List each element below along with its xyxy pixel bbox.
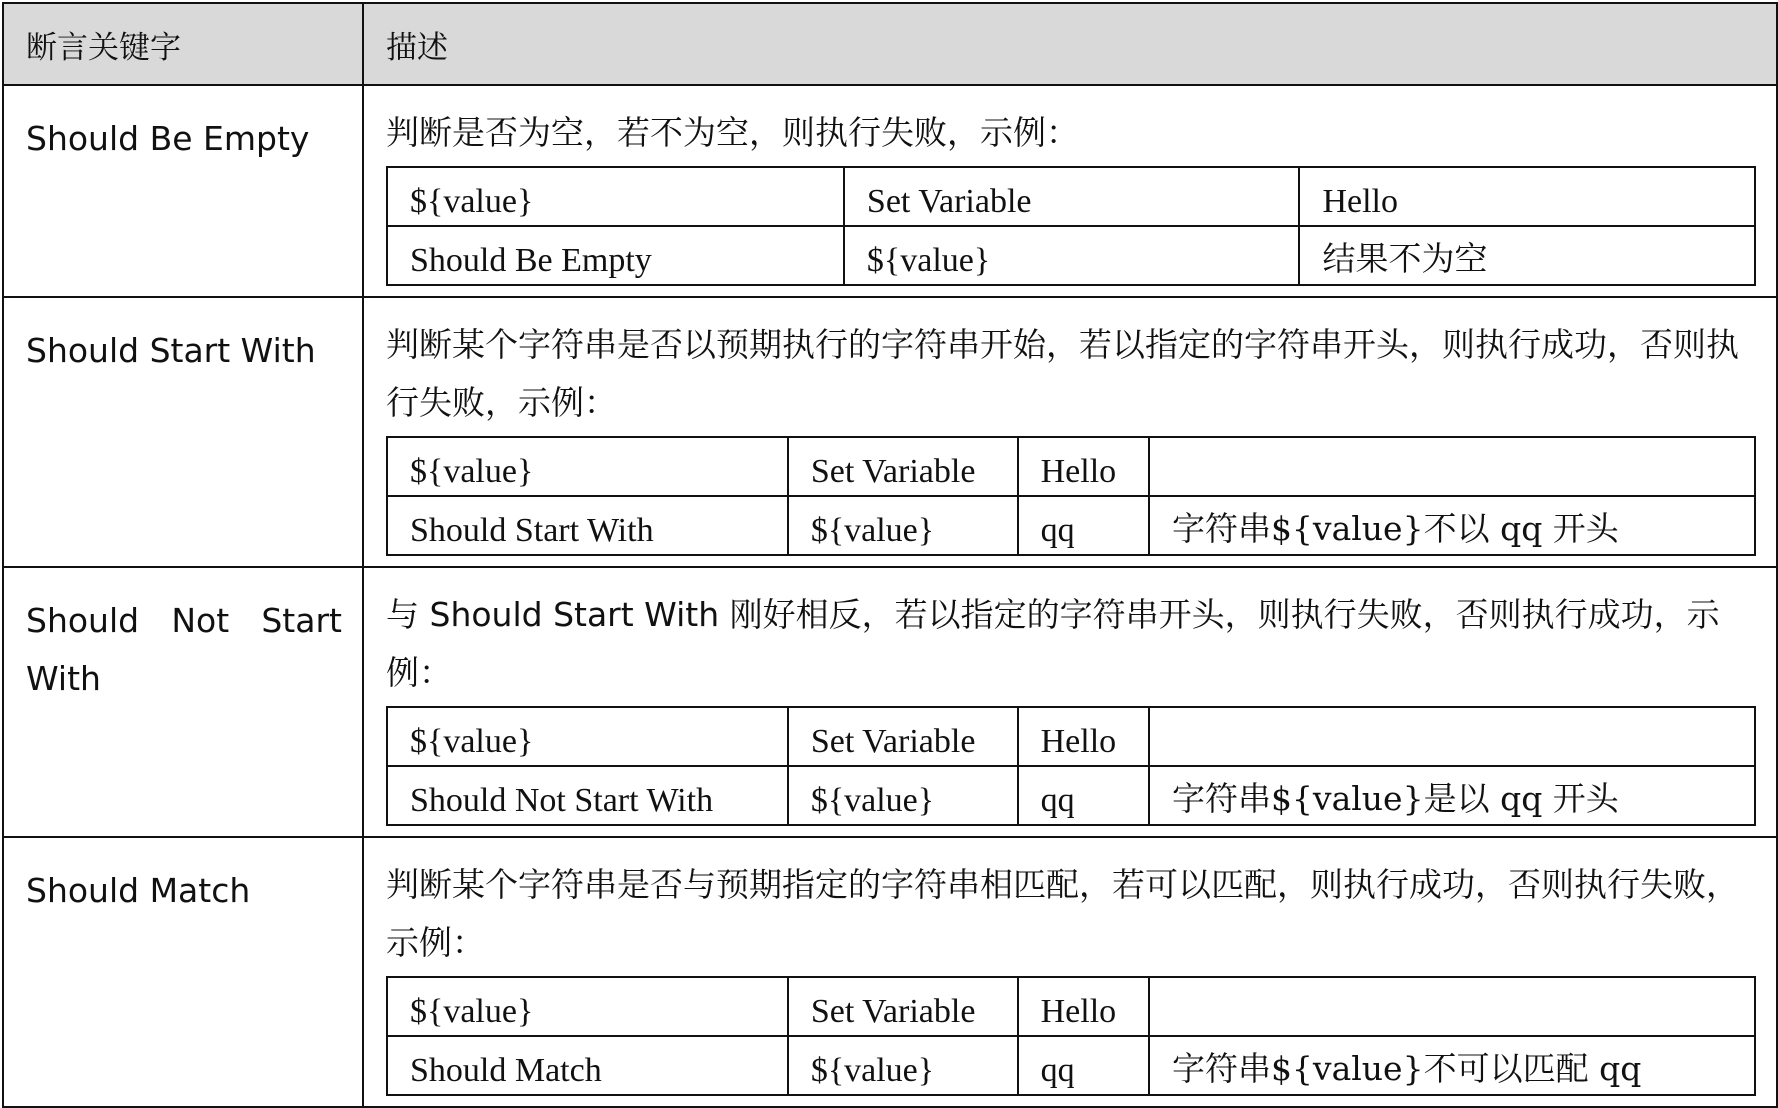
keyword-word: With [26,659,101,698]
example-cell: 字符串${value}不可以匹配 qq [1149,1036,1755,1095]
example-cell: Set Variable [788,707,1018,766]
keyword-name: Should Be Empty [26,119,310,158]
example-row [387,167,1755,226]
example-row [387,1036,1755,1095]
keyword-name: Should Match [26,871,251,910]
header-description: 描述 [363,3,1777,85]
description-cell [363,85,1777,297]
table-row [3,567,1777,837]
example-row [387,437,1755,496]
description-text: 判断是否为空，若不为空，则执行失败，示例： [386,113,1079,152]
example-cell: Set Variable [844,167,1300,226]
description-cell [363,837,1777,1107]
table-row [3,297,1777,567]
keyword-word: Start [261,601,342,640]
example-cell: qq [1018,496,1149,555]
description-text: 判断某个字符串是否以预期执行的字符串开始，若以指定的字符串开头，则执行成功，否则执行失败，示例： [386,325,1739,422]
description-text: 与 Should Start With 刚好相反，若以指定的字符串开头，则执行失败，否则执行成功，示例： [386,595,1720,692]
example-cell [1149,707,1755,766]
keyword-cell [3,837,363,1107]
description-cell [363,567,1777,837]
example-row [387,977,1755,1036]
example-row [387,496,1755,555]
example-cell: qq [1018,1036,1149,1095]
example-cell: ${value} [788,766,1018,825]
description-cell [363,297,1777,567]
example-cell: 字符串${value}是以 qq 开头 [1149,766,1755,825]
example-cell: Set Variable [788,977,1018,1036]
header-keyword: 断言关键字 [3,3,363,85]
description-text: 判断某个字符串是否与预期指定的字符串相匹配，若可以匹配，则执行成功，否则执行失败，示例： [386,865,1739,962]
table-row [3,85,1777,297]
keyword-word: Should [26,601,140,640]
example-cell [1149,437,1755,496]
example-cell: qq [1018,766,1149,825]
assertion-keyword-table [2,2,1778,1108]
example-cell: Should Match [387,1036,788,1095]
example-cell: Should Be Empty [387,226,844,285]
example-table [386,436,1756,556]
example-cell: Should Not Start With [387,766,788,825]
example-table [386,976,1756,1096]
description-keyword: Should Start With [429,595,720,634]
keyword-word: Not [171,601,230,640]
example-cell: Set Variable [788,437,1018,496]
example-cell: 结果不为空 [1299,226,1755,285]
keyword-name [4,568,362,708]
table-header-row [3,3,1777,85]
keyword-cell [3,85,363,297]
keyword-cell [3,567,363,837]
keyword-name: Should Start With [26,331,316,370]
example-cell: ${value} [387,977,788,1036]
example-cell: ${value} [387,167,844,226]
example-table [386,166,1756,286]
table-row [3,837,1777,1107]
example-cell: Hello [1299,167,1755,226]
example-cell: ${value} [788,1036,1018,1095]
example-row [387,226,1755,285]
example-cell: Should Start With [387,496,788,555]
example-cell: ${value} [844,226,1300,285]
example-cell: ${value} [788,496,1018,555]
example-cell: ${value} [387,707,788,766]
example-cell: 字符串${value}不以 qq 开头 [1149,496,1755,555]
example-cell [1149,977,1755,1036]
example-cell: Hello [1018,707,1149,766]
example-cell: Hello [1018,977,1149,1036]
example-cell: Hello [1018,437,1149,496]
example-row [387,766,1755,825]
keyword-cell [3,297,363,567]
example-row [387,707,1755,766]
example-table [386,706,1756,826]
example-cell: ${value} [387,437,788,496]
